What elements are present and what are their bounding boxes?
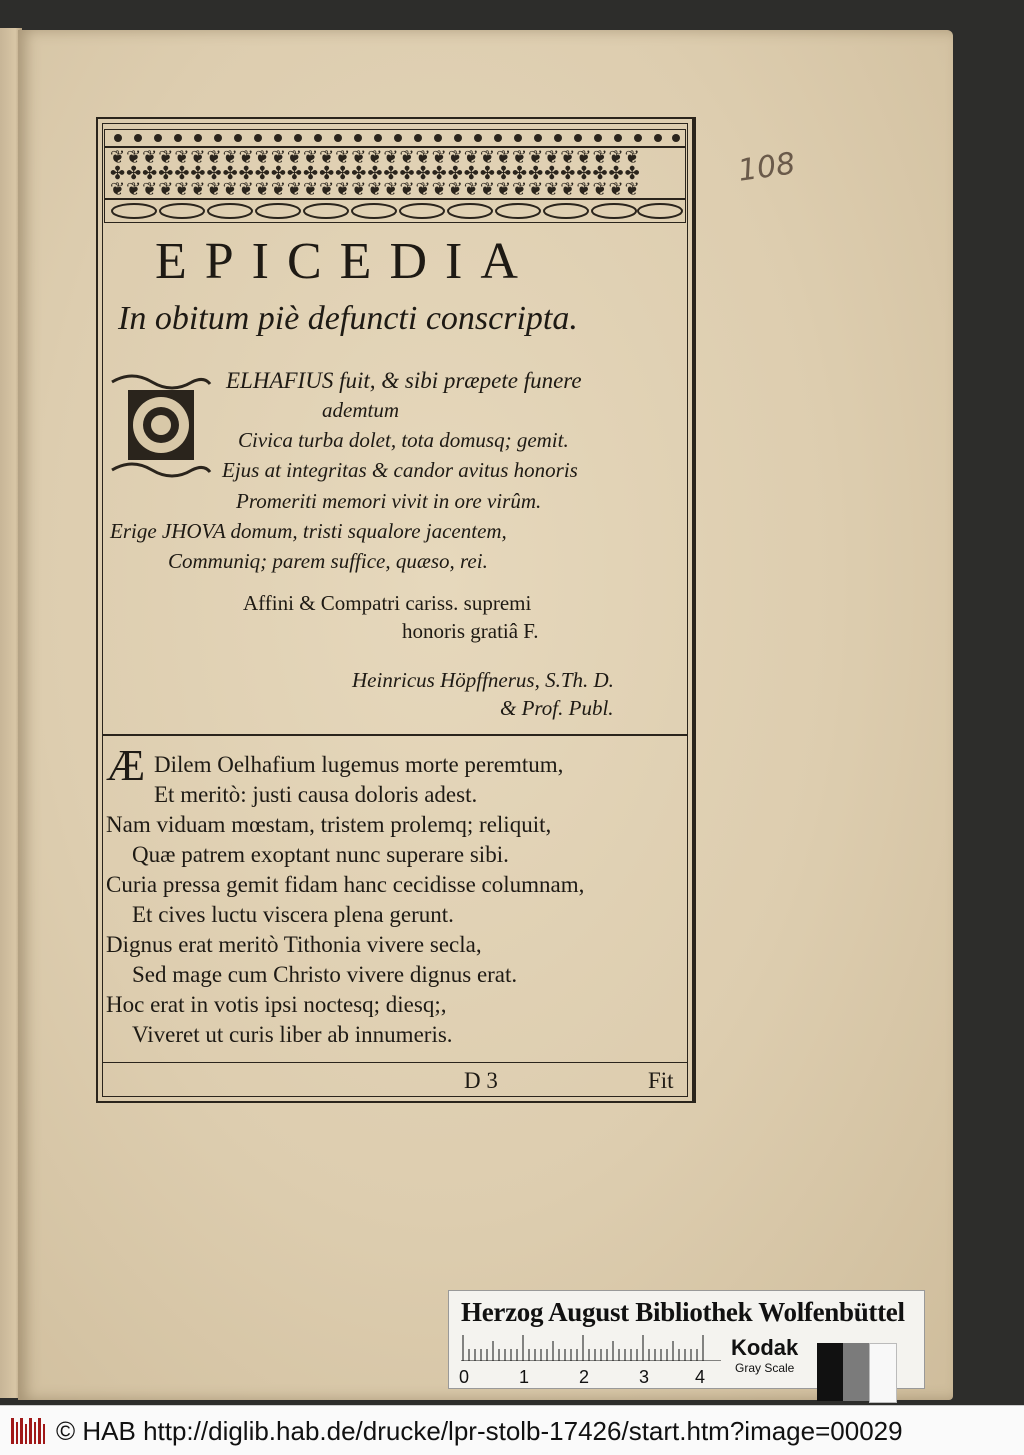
decorated-initial	[106, 370, 216, 478]
barcode-icon	[10, 1416, 46, 1446]
poem1-line-3: Civica turba dolet, tota domusq; gemit.	[238, 428, 569, 452]
poem2-line-2: Et meritò: justi causa doloris adest.	[154, 782, 478, 807]
catchword: Fit	[648, 1068, 674, 1093]
pencil-folio-note: 108	[735, 146, 798, 189]
poem2-initial: Æ	[106, 741, 146, 790]
poem2-line-9: Hoc erat in votis ipsi noctesq; diesq;,	[106, 992, 447, 1017]
poem2-line-6: Et cives luctu viscera plena gerunt.	[132, 902, 454, 927]
poem1-line-2: ademtum	[322, 398, 399, 422]
copyright-bar	[0, 1405, 1024, 1455]
poem2-line-8: Sed mage cum Christo vivere dignus erat.	[132, 962, 518, 987]
measurement-ruler	[461, 1335, 721, 1361]
poem1-line-4: Ejus at integritas & candor avitus honoris	[222, 458, 578, 482]
poem2-line-7: Dignus erat meritò Tithonia vivere secla,	[106, 932, 482, 957]
ornament-band	[104, 129, 686, 223]
signature-mark: D 3	[464, 1068, 498, 1093]
poem2-line-1: Dilem Oelhafium lugemus morte peremtum,	[154, 752, 564, 777]
page-title: EPICEDIA	[155, 233, 536, 290]
poem2-line-4: Quæ patrem exoptant nunc superare sibi.	[132, 842, 509, 867]
gray-swatch-white	[869, 1343, 897, 1403]
poem1-line-7: Communiq; parem suffice, quæso, rei.	[168, 549, 488, 573]
poem2-line-5: Curia pressa gemit fidam hanc cecidisse columnam,	[106, 872, 585, 897]
ruler-number-1: 1	[519, 1367, 530, 1387]
library-name: Herzog August Bibliothek Wolfenbüttel	[461, 1297, 905, 1327]
footer-rule	[102, 1062, 688, 1063]
side-rule	[694, 117, 696, 1103]
signature-line-2: & Prof. Publ.	[500, 696, 614, 720]
poem1-line-1: ELHAFIUS fuit, & sibi præpete funere	[226, 368, 582, 393]
color-target-card	[448, 1290, 925, 1389]
ruler-number-0: 0	[459, 1367, 470, 1387]
page-subtitle: In obitum piè defuncti conscripta.	[118, 300, 578, 337]
gray-swatch-mid	[843, 1343, 869, 1401]
poem2-line-3: Nam viduam mœstam, tristem prolemq; reliquit,	[106, 812, 552, 837]
gray-scale-label: Gray Scale	[735, 1361, 795, 1375]
ruler-number-4: 4	[695, 1367, 706, 1387]
svg-text:✤✤✤✤✤✤✤✤✤✤✤✤✤✤✤✤✤✤✤✤✤✤✤✤✤✤✤✤✤✤: ✤✤✤✤✤✤✤✤✤✤✤✤✤✤✤✤✤✤✤✤✤✤✤✤✤✤✤✤✤✤✤✤✤	[110, 163, 641, 184]
gray-swatch-black	[817, 1343, 843, 1401]
dedication-line-1: Affini & Compatri cariss. supremi	[243, 591, 532, 615]
poem1-line-6: Erige JHOVA domum, tristi squalore jacentem,	[110, 519, 507, 543]
dedication-line-2: honoris gratiâ F.	[402, 619, 539, 643]
copyright-url[interactable]: © HAB http://diglib.hab.de/drucke/lpr-stolb-17426/start.htm?image=00029	[56, 1416, 903, 1446]
signature-line-1: Heinricus Höpffnerus, S.Th. D.	[352, 668, 614, 692]
poem2-line-10: Viveret ut curis liber ab innumeris.	[132, 1022, 453, 1047]
section-divider	[102, 734, 688, 736]
ruler-number-2: 2	[579, 1367, 590, 1387]
poem1-line-5: Promeriti memori vivit in ore virûm.	[236, 489, 542, 513]
svg-text:❦❦❦❦❦❦❦❦❦❦❦❦❦❦❦❦❦❦❦❦❦❦❦❦❦❦❦❦❦❦: ❦❦❦❦❦❦❦❦❦❦❦❦❦❦❦❦❦❦❦❦❦❦❦❦❦❦❦❦❦❦❦❦❦	[110, 179, 641, 200]
ruler-number-3: 3	[639, 1367, 650, 1387]
kodak-label: Kodak	[731, 1335, 799, 1360]
svg-text:❦❦❦❦❦❦❦❦❦❦❦❦❦❦❦❦❦❦❦❦❦❦❦❦❦❦❦❦❦❦: ❦❦❦❦❦❦❦❦❦❦❦❦❦❦❦❦❦❦❦❦❦❦❦❦❦❦❦❦❦❦❦❦❦	[110, 147, 641, 168]
